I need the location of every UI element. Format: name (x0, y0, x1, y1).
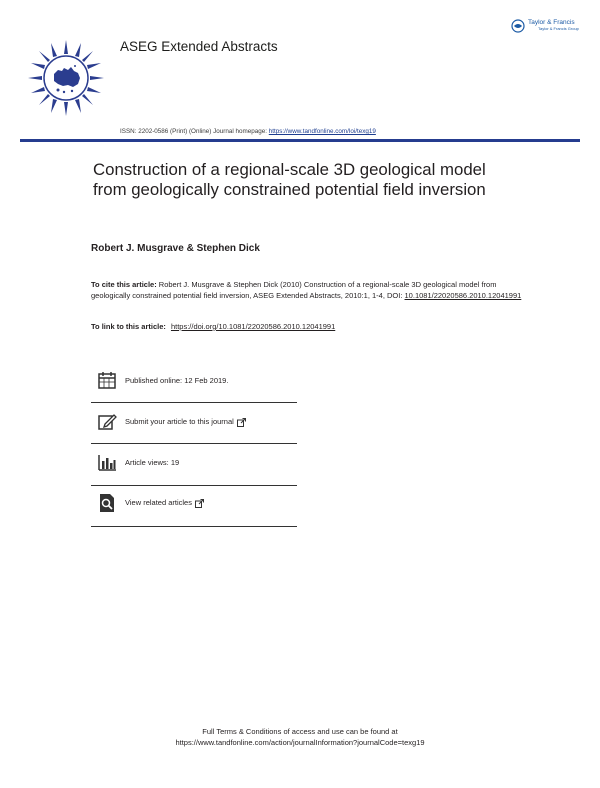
aseg-logo (28, 40, 104, 116)
publisher-name: Taylor & Francis (528, 19, 575, 26)
footer-terms-text: Full Terms & Conditions of access and use can be found at (202, 727, 398, 736)
article-views-info (97, 452, 297, 472)
publisher-icon (511, 19, 525, 33)
doi-link[interactable]: 10.1081/22020586.2010.12041991 (404, 291, 522, 300)
bar-chart-icon (97, 452, 117, 472)
divider (91, 526, 297, 527)
external-link-icon (237, 418, 246, 427)
article-authors: Robert J. Musgrave & Stephen Dick (91, 243, 260, 254)
journal-homepage-link[interactable]: https://www.tandfonline.com/loi/texg19 (268, 128, 376, 135)
citation-block (91, 279, 531, 301)
divider (91, 443, 297, 444)
divider (91, 402, 297, 403)
published-info (97, 370, 297, 390)
article-url-link[interactable]: https://doi.org/10.1081/22020586.2010.12041991 (170, 322, 336, 331)
cite-text: Robert J. Musgrave & Stephen Dick (2010) Construction of a regional-scale 3D geological model from geologically constrained potential field inversion, ASEG Extended Abstracts, 2010:1, 1-4, DOI: (91, 280, 497, 300)
published-date: Published online: 12 Feb 2019. (125, 375, 229, 385)
footer-terms-link[interactable]: https://www.tandfonline.com/action/journalInformation?journalCode=texg19 (175, 738, 425, 747)
issn-line (120, 128, 376, 135)
link-label: To link to this article: (91, 322, 168, 331)
submit-article-label: Submit your article to this journal (125, 417, 246, 427)
footer (0, 726, 600, 748)
article-link-line (91, 322, 335, 331)
calendar-icon (97, 370, 117, 390)
related-articles-label: View related articles (125, 498, 204, 508)
divider (91, 485, 297, 486)
related-articles-link[interactable] (97, 493, 297, 513)
cite-label: To cite this article: (91, 280, 157, 289)
article-views: Article views: 19 (125, 457, 180, 467)
edit-icon (97, 412, 117, 432)
document-search-icon (97, 493, 117, 513)
external-link-icon (195, 499, 204, 508)
article-title: Construction of a regional-scale 3D geological model from geologically constrained potential field inversion (93, 160, 486, 199)
submit-article-link[interactable] (97, 412, 297, 432)
header-rule (20, 139, 580, 142)
issn-text: ISSN: 2202-0586 (Print) (Online) Journal homepage: (120, 128, 269, 135)
journal-title: ASEG Extended Abstracts (120, 39, 278, 54)
publisher-group: Taylor & Francis Group (538, 26, 579, 31)
publisher-logo[interactable] (511, 16, 591, 36)
